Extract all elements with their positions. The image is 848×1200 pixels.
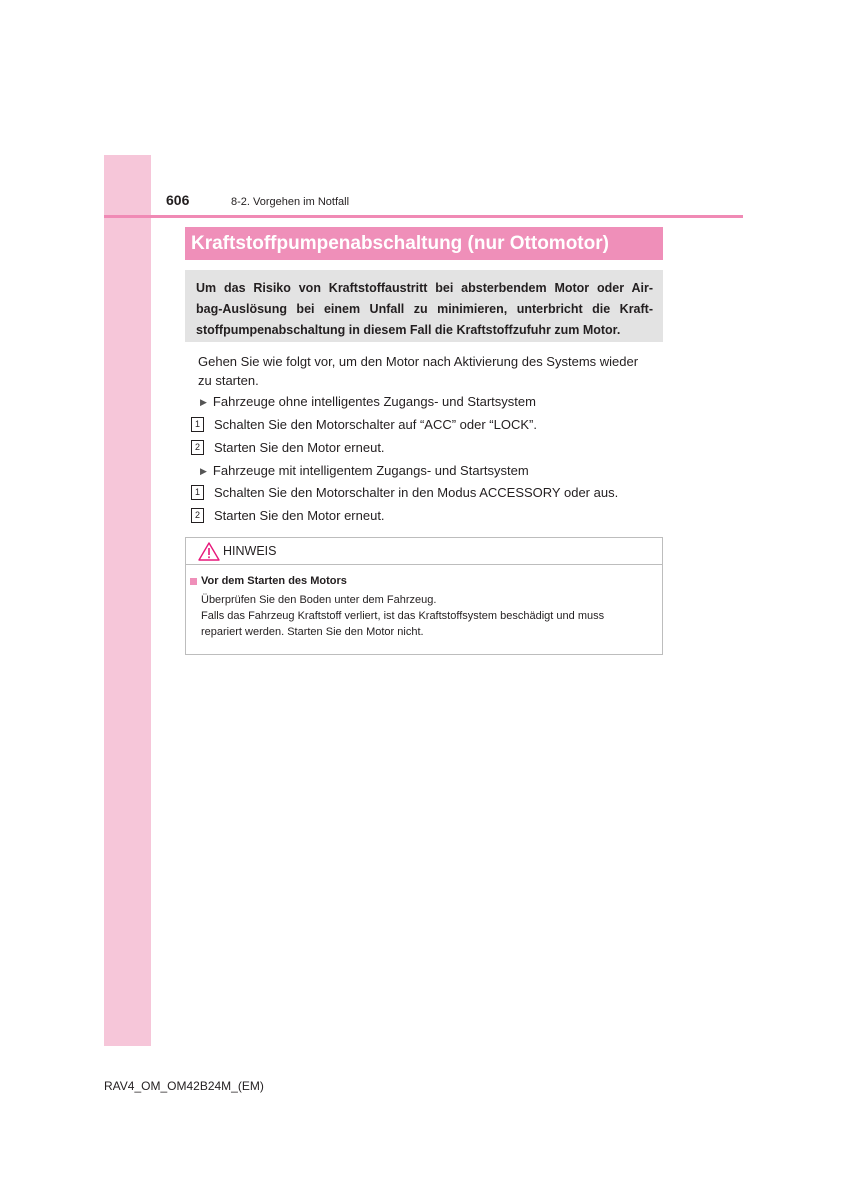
intro-line: Gehen Sie wie folgt vor, um den Motor nach Aktivierung des Systems wieder [198, 354, 639, 369]
step-text: Schalten Sie den Motorschalter in den Modus ACCESSORY oder aus. [214, 485, 619, 500]
notice-header [186, 538, 662, 565]
group-heading-text: Fahrzeuge ohne intelligentes Zugangs- und Startsystem [212, 394, 536, 409]
step-row [191, 440, 385, 456]
triangle-bullet-icon: ▶ [200, 466, 207, 476]
notice-subheading: Vor dem Starten des Motors [201, 575, 347, 587]
section-reference: 8-2. Vorgehen im Notfall [231, 196, 350, 208]
side-tab-bar [104, 155, 151, 1046]
summary-box [185, 270, 663, 342]
step-row [191, 508, 385, 524]
triangle-bullet-icon: ▶ [200, 397, 207, 407]
page-number: 606 [166, 192, 190, 208]
summary-line: stoffpumpenabschaltung in diesem Fall die Kraftstoffzufuhr zum Motor. [196, 323, 621, 337]
step-row [191, 417, 537, 433]
step-number: 1 [191, 485, 204, 500]
notice-line: Überprüfen Sie den Boden unter dem Fahrzeug. [201, 594, 437, 606]
section-title-box [185, 227, 663, 260]
step-text: Schalten Sie den Motorschalter auf “ACC” oder “LOCK”. [214, 417, 537, 432]
header-divider [104, 215, 743, 218]
summary-line: Um das Risiko von Kraftstoffaustritt bei absterbendem Motor oder Air- [196, 281, 653, 295]
step-number: 1 [191, 417, 204, 432]
group-heading-without-smart-key [200, 394, 536, 409]
summary-line: bag-Auslösung bei einem Unfall zu minimieren, unterbricht die Kraft- [196, 302, 653, 316]
group-heading-with-smart-key [200, 463, 529, 478]
step-text: Starten Sie den Motor erneut. [214, 508, 385, 523]
pink-square-bullet-icon [190, 578, 197, 585]
step-number: 2 [191, 508, 204, 523]
notice-body [201, 592, 656, 640]
notice-title: HINWEIS [223, 544, 277, 558]
section-title: Kraftstoffpumpenabschaltung (nur Ottomotor) [191, 233, 609, 254]
step-number: 2 [191, 440, 204, 455]
notice-box [185, 537, 663, 655]
intro-paragraph [198, 352, 638, 390]
notice-line: Falls das Fahrzeug Kraftstoff verliert, ist das Kraftstoffsystem beschädigt und muss [201, 610, 605, 622]
step-row [191, 485, 618, 501]
step-text: Starten Sie den Motor erneut. [214, 440, 385, 455]
intro-line: zu starten. [198, 373, 259, 388]
document-code-footer: RAV4_OM_OM42B24M_(EM) [104, 1079, 264, 1093]
notice-line: repariert werden. Starten Sie den Motor nicht. [201, 626, 424, 638]
warning-triangle-icon [198, 542, 220, 561]
group-heading-text: Fahrzeuge mit intelligentem Zugangs- und Startsystem [212, 463, 529, 478]
